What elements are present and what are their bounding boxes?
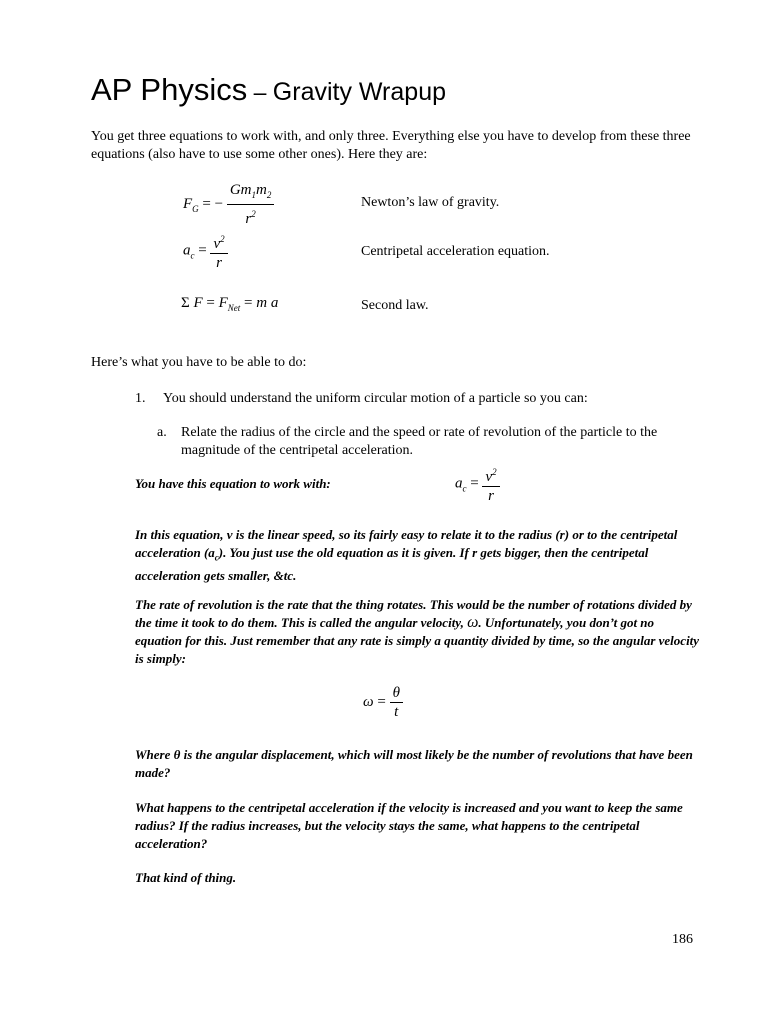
equation-second-law-description: Second law. (361, 298, 429, 313)
equation-angular-velocity: ω = $\frac{\theta}{t}$ (363, 684, 403, 721)
equation-second-law: Σ $F = F_{Net} = m$ a (181, 295, 279, 313)
omega-symbol: ω (467, 614, 479, 631)
page-title (91, 72, 446, 108)
page-number: 186 (672, 932, 693, 947)
intro-paragraph: You get three equations to work with, and only three. Everything else you have to develop from these three equations (also have to use some other ones). Here they are: (91, 129, 691, 162)
equation-label: You have this equation to work with: (135, 476, 331, 491)
equation-centripetal-description: Centripetal acceleration equation. (361, 244, 550, 259)
paragraph-theta: Where θ is the angular displacement, which will most likely be the number of revolutions that have been made? (135, 747, 693, 780)
list-item-text: You should understand the uniform circular motion of a particle so you can: (163, 391, 588, 406)
equation-centripetal: $a_c$ = $\frac{v^2}{r}$ (183, 230, 228, 272)
sub-item-text: Relate the radius of the circle and the speed or rate of revolution of the particle to the magnitude of the centripetal acceleration. (181, 425, 658, 458)
paragraph-rate-of-revolution: The rate of revolution is the rate that the thing rotates. This would be the number of rotations divided by the time it took to do them. This is called the angular velocity, ω. Unfortunately, you don’t got no equation for this. Just remember that any rate is simply a quantity divided by time, so the angular velocity is simply: (135, 597, 700, 666)
sub-item-letter: a. (157, 425, 167, 440)
title-subtitle: Gravity Wrapup (272, 78, 447, 106)
abilities-intro: Here’s what you have to be able to do: (91, 355, 307, 370)
title-dash: – (247, 79, 273, 105)
equation-gravity: $F_G$ = − $\frac{Gm_1m_2}{r^2}$ (183, 181, 274, 228)
paragraph-linear-speed: In this equation, v is the linear speed, so its fairly easy to relate it to the radius (r) or to the centripetal acceleration $(a_c)$. You just use the old equation as it is given. If r gets bigger, then the centripetal acceleration gets smaller, &tc. (135, 527, 678, 583)
paragraph-question: What happens to the centripetal acceleration if the velocity is increased and you want to keep the same radius? If the radius increases, but the velocity stays the same, what happens to the centripetal acceleration? (135, 800, 683, 851)
list-item-number: 1. (135, 391, 146, 406)
paragraph-closing: That kind of thing. (135, 870, 237, 885)
equation-gravity-description: Newton’s law of gravity. (361, 195, 500, 210)
equation-centripetal-repeat: $a_c$ = $\frac{v^2}{r}$ (455, 463, 500, 505)
title-main: AP Physics (91, 72, 248, 107)
theta-symbol: θ (173, 747, 181, 762)
